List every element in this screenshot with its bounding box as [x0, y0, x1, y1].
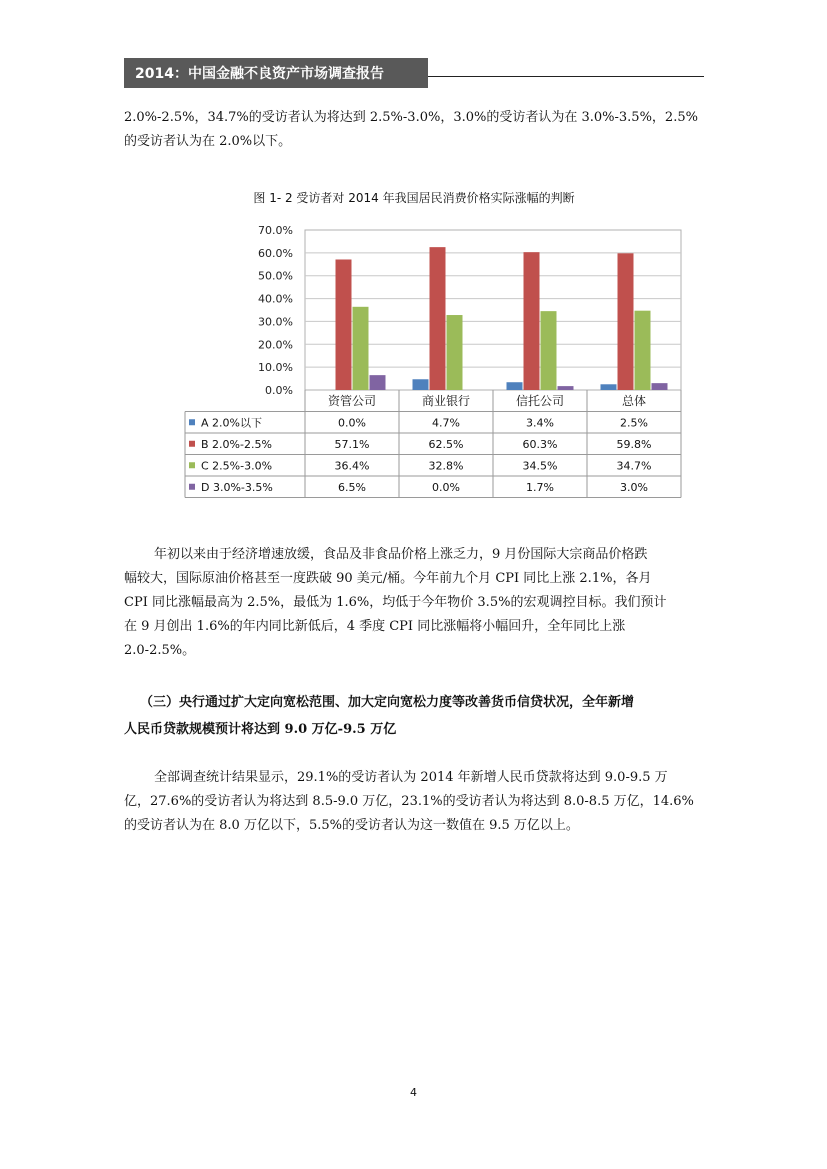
x-category-label: 总体 [621, 394, 647, 408]
data-label: 1.7% [526, 481, 554, 494]
x-category-label: 信托公司 [515, 394, 565, 408]
data-label: 6.5% [338, 481, 366, 494]
section-heading-line-2: 人民币贷款规模预计将达到 9.0 万亿-9.5 万亿 [124, 722, 397, 737]
data-label: 62.5% [428, 438, 464, 451]
legend-swatch [189, 441, 195, 447]
paragraph-1-line-1: 2.0%-2.5%，34.7%的受访者认为将达到 2.5%-3.0%，3.0%的受访者认为在 3.0%-3.5%，2.5% [124, 110, 698, 125]
data-label: 60.3% [522, 438, 558, 451]
header-title: 2014：中国金融不良资产市场调查报告 [135, 66, 384, 82]
legend-swatch [189, 462, 195, 468]
bar [430, 247, 446, 390]
bar [541, 311, 557, 390]
paragraph-2-line-1: 年初以来由于经济增速放缓，食品及非食品价格上涨乏力，9 月份国际大宗商品价格跌 [154, 547, 648, 562]
data-label: 59.8% [616, 438, 652, 451]
figure-title: 图 1- 2 受访者对 2014 年我国居民消费价格实际涨幅的判断 [253, 191, 575, 205]
bar [370, 375, 386, 390]
bar-chart [181, 218, 691, 502]
data-label: 0.0% [432, 481, 460, 494]
bar [618, 253, 634, 390]
paragraph-2-line-5: 2.0-2.5%。 [124, 643, 196, 658]
paragraph-3-line-2: 亿，27.6%的受访者认为将达到 8.5-9.0 万亿，23.1%的受访者认为将达到 8.0-8.5 万亿，14.6% [124, 794, 694, 809]
data-label: 34.7% [616, 459, 652, 473]
paragraph-2-line-3: CPI 同比涨幅最高为 2.5%，最低为 1.6%，均低于今年物价 3.5%的宏观调控目标。我们预计 [124, 595, 667, 610]
y-tick-label: 0.0% [265, 384, 293, 397]
bar [652, 383, 668, 390]
data-label: 4.7% [432, 416, 460, 430]
legend-swatch [189, 484, 195, 490]
bar [353, 307, 369, 390]
paragraph-1-line-2: 的受访者认为在 2.0%以下。 [124, 134, 292, 149]
data-label: 32.8% [428, 459, 464, 473]
legend-label: A 2.0%以下 [201, 416, 262, 430]
bar [336, 259, 352, 390]
y-tick-label: 30.0% [258, 315, 293, 329]
data-label: 36.4% [334, 459, 370, 473]
y-tick-label: 50.0% [258, 269, 293, 283]
data-label: 0.0% [338, 416, 366, 430]
y-tick-label: 70.0% [258, 224, 293, 237]
y-tick-label: 40.0% [258, 292, 293, 306]
bar [524, 252, 540, 390]
legend-label: B 2.0%-2.5% [201, 438, 272, 451]
bar [601, 384, 617, 390]
bar [507, 382, 523, 390]
legend-swatch [189, 419, 195, 425]
bar [447, 315, 463, 390]
data-label: 2.5% [620, 416, 648, 430]
page-number: 4 [410, 1086, 417, 1099]
legend-label: C 2.5%-3.0% [201, 459, 273, 473]
paragraph-3-line-1: 全部调查统计结果显示，29.1%的受访者认为 2014 年新增人民币贷款将达到 9.0-9.5 万 [154, 770, 668, 785]
bar [413, 379, 429, 390]
bar [635, 311, 651, 390]
section-heading-line-1: （三）央行通过扩大定向宽松范围、加大定向宽松力度等改善货币信贷状况，全年新增 [140, 695, 635, 710]
data-label: 3.0% [620, 481, 648, 494]
y-tick-label: 10.0% [258, 361, 293, 375]
legend-label: D 3.0%-3.5% [201, 481, 273, 494]
data-label: 57.1% [334, 438, 370, 451]
y-tick-label: 60.0% [258, 246, 293, 260]
bar [558, 386, 574, 390]
x-category-label: 资管公司 [327, 394, 377, 408]
data-label: 34.5% [522, 459, 558, 473]
paragraph-2-line-4: 在 9 月创出 1.6%的年内同比新低后，4 季度 CPI 同比涨幅将小幅回升，全年同比上涨 [124, 619, 626, 634]
paragraph-3-line-3: 的受访者认为在 8.0 万亿以下，5.5%的受访者认为这一数值在 9.5 万亿以上。 [124, 818, 579, 833]
x-category-label: 商业银行 [421, 394, 471, 408]
paragraph-2-line-2: 幅较大，国际原油价格甚至一度跌破 90 美元/桶。今年前九个月 CPI 同比上涨 2.1%，各月 [124, 571, 652, 586]
data-label: 3.4% [526, 416, 554, 430]
header-rule [428, 76, 704, 77]
y-tick-label: 20.0% [258, 338, 293, 352]
